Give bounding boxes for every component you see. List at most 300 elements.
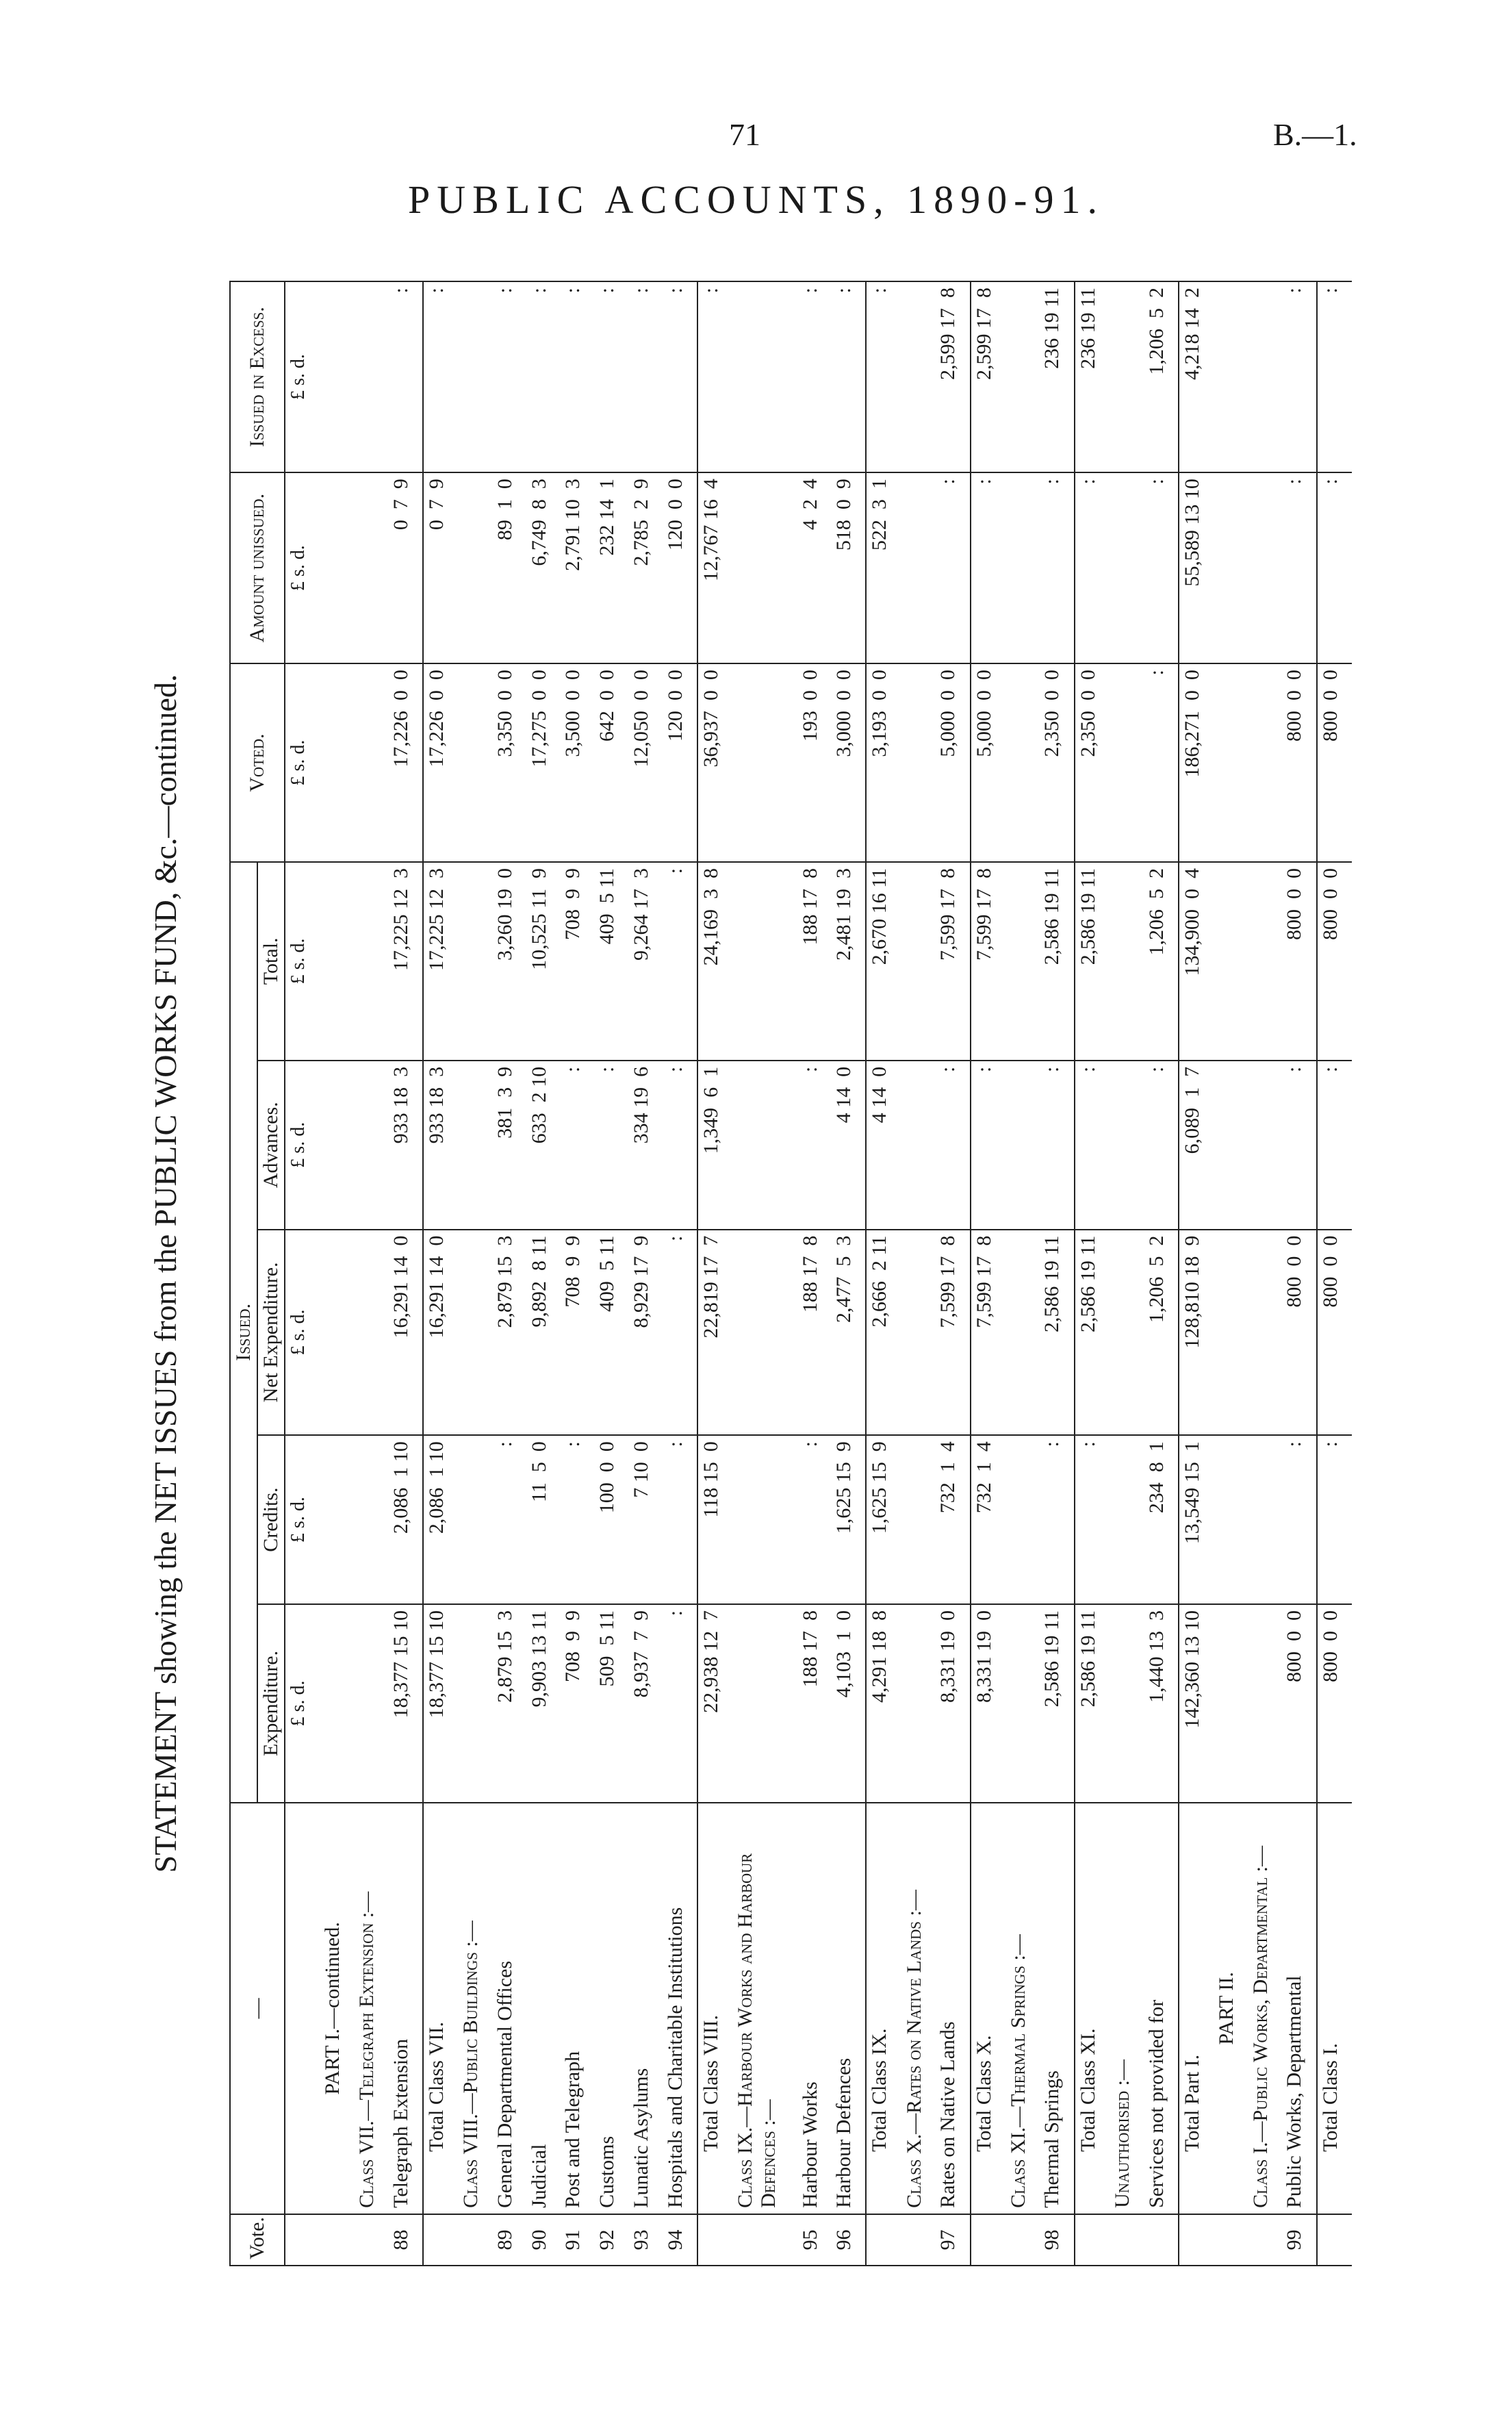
table-row: [458, 281, 492, 2266]
amount-cell: 708 9 9: [560, 1230, 594, 1436]
document-reference: B.—1.: [1273, 117, 1357, 152]
table-row: [1214, 281, 1248, 2266]
amount-cell: [1248, 1604, 1282, 1803]
amount-cell: :: [1039, 472, 1074, 663]
units-cell: £ s. d.: [285, 663, 320, 862]
amount-cell: :: [797, 1435, 832, 1604]
amount-cell: 134,900 0 4: [1179, 862, 1214, 1061]
table-row: [831, 281, 866, 2266]
amount-cell: [1214, 472, 1248, 663]
vote-cell: [354, 2214, 388, 2266]
amount-cell: 232 14 1: [594, 472, 628, 663]
amount-cell: :: [526, 281, 561, 472]
amount-cell: 933 18 3: [388, 1061, 423, 1230]
amount-cell: [1110, 862, 1144, 1061]
amount-cell: 633 2 10: [526, 1061, 561, 1230]
amount-cell: 4 14 0: [831, 1061, 866, 1230]
amount-cell: [901, 1230, 936, 1436]
amount-cell: :: [1317, 1061, 1352, 1230]
table-row: [320, 281, 354, 2266]
amount-cell: :: [1039, 1061, 1074, 1230]
description-cell: Hospitals and Charitable Institutions: [663, 1803, 697, 2214]
vote-cell: 95: [797, 2214, 832, 2266]
description-cell: Thermal Springs: [1039, 1803, 1074, 2214]
header-issued: Issued.: [230, 862, 257, 1803]
units-cell: £ s. d.: [285, 862, 320, 1061]
amount-cell: 142,360 13 10: [1179, 1604, 1214, 1803]
amount-cell: 8,929 17 9: [628, 1230, 663, 1436]
amount-cell: 17,226 0 0: [388, 663, 423, 862]
header-description: —: [230, 1803, 285, 2214]
description-cell: Class VIII.—Public Buildings :—: [458, 1803, 492, 2214]
amount-cell: 9,264 17 3: [628, 862, 663, 1061]
amount-cell: 518 0 9: [831, 472, 866, 663]
amount-cell: [1110, 1061, 1144, 1230]
amount-cell: [1214, 1230, 1248, 1436]
description-cell: Total Part I.: [1179, 1803, 1214, 2214]
page-number: 71: [729, 117, 760, 152]
amount-cell: 11 5 0: [526, 1435, 561, 1604]
description-cell: Total Class VIII.: [697, 1803, 732, 2214]
amount-cell: 1,206 5 2: [1144, 281, 1179, 472]
amount-cell: 800 0 0: [1317, 1230, 1352, 1436]
amount-cell: [320, 1230, 354, 1436]
amount-cell: 800 0 0: [1281, 862, 1316, 1061]
table-row: [1317, 281, 1352, 2266]
description-cell: Total Class X.: [971, 1803, 1005, 2214]
amount-cell: [1110, 1435, 1144, 1604]
table-row: [866, 281, 901, 2266]
vote-cell: [1110, 2214, 1144, 2266]
header-total: Total.: [257, 862, 285, 1061]
amount-cell: [354, 472, 388, 663]
amount-cell: [458, 1230, 492, 1436]
amount-cell: 188 17 8: [797, 862, 832, 1061]
units-cell: £ s. d.: [285, 281, 320, 472]
amount-cell: 2,477 5 3: [831, 1230, 866, 1436]
amount-cell: [732, 472, 797, 663]
amount-cell: :: [560, 281, 594, 472]
amount-cell: 6,749 8 3: [526, 472, 561, 663]
amount-cell: 2,086 1 10: [388, 1435, 423, 1604]
amount-cell: [320, 862, 354, 1061]
table-row: [628, 281, 663, 2266]
vote-cell: [1248, 2214, 1282, 2266]
table-row: [935, 281, 970, 2266]
amount-cell: 1,206 5 2: [1144, 1230, 1179, 1436]
amount-cell: 10,525 11 9: [526, 862, 561, 1061]
amount-cell: [320, 1604, 354, 1803]
amount-cell: 22,819 17 7: [697, 1230, 732, 1436]
amount-cell: [354, 1230, 388, 1436]
amount-cell: :: [492, 281, 526, 472]
table-row: [797, 281, 832, 2266]
description-cell: Class VII.—Telegraph Extension :—: [354, 1803, 388, 2214]
amount-cell: :: [594, 281, 628, 472]
description-cell: Lunatic Asylums: [628, 1803, 663, 2214]
units-cell: £ s. d.: [285, 1061, 320, 1230]
amount-cell: 55,589 13 10: [1179, 472, 1214, 663]
amount-cell: [320, 1435, 354, 1604]
vote-cell: [1144, 2214, 1179, 2266]
amount-cell: 12,767 16 4: [697, 472, 732, 663]
amount-cell: 17,225 12 3: [423, 862, 458, 1061]
amount-cell: [458, 862, 492, 1061]
vote-cell: 99: [1281, 2214, 1316, 2266]
vote-cell: [901, 2214, 936, 2266]
table-row: [1248, 281, 1282, 2266]
amount-cell: 334 19 6: [628, 1061, 663, 1230]
amount-cell: :: [1144, 472, 1179, 663]
table-row: [560, 281, 594, 2266]
amount-cell: 4 2 4: [797, 472, 832, 663]
amount-cell: 800 0 0: [1317, 1604, 1352, 1803]
amount-cell: [458, 1061, 492, 1230]
amount-cell: 120 0 0: [663, 663, 697, 862]
amount-cell: :: [797, 281, 832, 472]
amount-cell: 2,670 16 11: [866, 862, 901, 1061]
amount-cell: 409 5 11: [594, 862, 628, 1061]
vote-cell: [1005, 2214, 1040, 2266]
amount-cell: 16,291 14 0: [423, 1230, 458, 1436]
table-row: [663, 281, 697, 2266]
amount-cell: 8,937 7 9: [628, 1604, 663, 1803]
amount-cell: 7,599 17 8: [935, 1230, 970, 1436]
amount-cell: [1248, 281, 1282, 472]
amount-cell: 2,785 2 9: [628, 472, 663, 663]
amount-cell: [732, 1435, 797, 1604]
amount-cell: 708 9 9: [560, 862, 594, 1061]
amount-cell: :: [663, 1230, 697, 1436]
description-cell: Post and Telegraph: [560, 1803, 594, 2214]
amount-cell: [901, 1061, 936, 1230]
amount-cell: :: [1281, 1435, 1316, 1604]
table-row: [697, 281, 732, 2266]
vote-cell: [1179, 2214, 1214, 2266]
amount-cell: 800 0 0: [1317, 862, 1352, 1061]
amount-cell: 17,275 0 0: [526, 663, 561, 862]
amount-cell: 2,879 15 3: [492, 1230, 526, 1436]
table-row: [526, 281, 561, 2266]
description-cell: Total Class XI.: [1075, 1803, 1110, 2214]
amount-cell: [1248, 1230, 1282, 1436]
amount-cell: [732, 1061, 797, 1230]
table-row: [1281, 281, 1316, 2266]
amount-cell: 509 5 11: [594, 1604, 628, 1803]
table-row: [388, 281, 423, 2266]
amount-cell: :: [1281, 1061, 1316, 1230]
amount-cell: [901, 663, 936, 862]
statement-heading: STATEMENT showing the NET ISSUES from the PUBLIC WORKS FUND, &c.—continued.: [148, 674, 183, 1873]
vote-cell: [1075, 2214, 1110, 2266]
amount-cell: 2,481 19 3: [831, 862, 866, 1061]
amount-cell: :: [663, 862, 697, 1061]
amount-cell: 381 3 9: [492, 1061, 526, 1230]
amount-cell: :: [1075, 1061, 1110, 1230]
amount-cell: [1214, 1061, 1248, 1230]
description-cell: Unauthorised :—: [1110, 1803, 1144, 2214]
amount-cell: :: [1317, 472, 1352, 663]
description-cell: PART I.—continued.: [320, 1803, 354, 2214]
header-voted: Voted.: [230, 663, 285, 862]
amount-cell: [320, 1061, 354, 1230]
header-expenditure: Expenditure.: [257, 1604, 285, 1803]
vote-cell: 88: [388, 2214, 423, 2266]
amount-cell: :: [1075, 1435, 1110, 1604]
amount-cell: 118 15 0: [697, 1435, 732, 1604]
amount-cell: [458, 1604, 492, 1803]
amount-cell: :: [1317, 281, 1352, 472]
vote-cell: 91: [560, 2214, 594, 2266]
amount-cell: 522 3 1: [866, 472, 901, 663]
amount-cell: 800 0 0: [1317, 663, 1352, 862]
vote-cell: [1317, 2214, 1352, 2266]
amount-cell: :: [663, 281, 697, 472]
description-cell: Class X.—Rates on Native Lands :—: [901, 1803, 936, 2214]
description-cell: Telegraph Extension: [388, 1803, 423, 2214]
amount-cell: 13,549 15 1: [1179, 1435, 1214, 1604]
amount-cell: 3,260 19 0: [492, 862, 526, 1061]
amount-cell: :: [663, 1061, 697, 1230]
amount-cell: [1110, 281, 1144, 472]
amount-cell: [1248, 663, 1282, 862]
table-row: [1179, 281, 1214, 2266]
amount-cell: :: [594, 1061, 628, 1230]
amount-cell: :: [492, 1435, 526, 1604]
amount-cell: 8,331 19 0: [935, 1604, 970, 1803]
amount-cell: [354, 862, 388, 1061]
table-row: [1005, 281, 1040, 2266]
amount-cell: 186,271 0 0: [1179, 663, 1214, 862]
amount-cell: :: [663, 1435, 697, 1604]
amount-cell: 708 9 9: [560, 1604, 594, 1803]
amount-cell: 89 1 0: [492, 472, 526, 663]
amount-cell: [458, 663, 492, 862]
table-body: [285, 281, 1352, 2266]
description-cell: Harbour Defences: [831, 1803, 866, 2214]
description-cell: Class I.—Public Works, Departmental :—: [1248, 1803, 1282, 2214]
amount-cell: :: [971, 1061, 1005, 1230]
amount-cell: :: [831, 281, 866, 472]
vote-cell: [1214, 2214, 1248, 2266]
amount-cell: 7,599 17 8: [971, 862, 1005, 1061]
amount-cell: :: [797, 1061, 832, 1230]
vote-cell: [423, 2214, 458, 2266]
table-row: [423, 281, 458, 2266]
vote-cell: 90: [526, 2214, 561, 2266]
amount-cell: 800 0 0: [1281, 1604, 1316, 1803]
amount-cell: 120 0 0: [663, 472, 697, 663]
amount-cell: 3,000 0 0: [831, 663, 866, 862]
units-cell: £ s. d.: [285, 472, 320, 663]
amount-cell: 1,625 15 9: [866, 1435, 901, 1604]
amount-cell: [320, 472, 354, 663]
amount-cell: 8,331 19 0: [971, 1604, 1005, 1803]
amount-cell: 4,218 14 2: [1179, 281, 1214, 472]
amount-cell: [1005, 1435, 1040, 1604]
description-cell: Harbour Works: [797, 1803, 832, 2214]
rotated-statement: [147, 281, 1352, 2266]
amount-cell: [1214, 1604, 1248, 1803]
amount-cell: :: [1075, 472, 1110, 663]
amount-cell: :: [971, 472, 1005, 663]
vote-cell: [866, 2214, 901, 2266]
description-cell: Judicial: [526, 1803, 561, 2214]
amount-cell: 188 17 8: [797, 1230, 832, 1436]
amount-cell: [901, 1435, 936, 1604]
amount-cell: 0 7 9: [388, 472, 423, 663]
amount-cell: [732, 281, 797, 472]
amount-cell: :: [1039, 1435, 1074, 1604]
amount-cell: 4 14 0: [866, 1061, 901, 1230]
amount-cell: 7 10 0: [628, 1435, 663, 1604]
amount-cell: [1214, 862, 1248, 1061]
amount-cell: [458, 1435, 492, 1604]
amount-cell: 3,193 0 0: [866, 663, 901, 862]
amount-cell: [320, 281, 354, 472]
amount-cell: [458, 472, 492, 663]
vote-cell: [458, 2214, 492, 2266]
table-row: [732, 281, 797, 2266]
amount-cell: [732, 862, 797, 1061]
amount-cell: [354, 281, 388, 472]
amount-cell: 36,937 0 0: [697, 663, 732, 862]
amount-cell: 800 0 0: [1281, 1230, 1316, 1436]
amount-cell: 100 0 0: [594, 1435, 628, 1604]
table-row: [594, 281, 628, 2266]
description-cell: Class XI.—Thermal Springs :—: [1005, 1803, 1040, 2214]
amount-cell: [354, 1061, 388, 1230]
vote-cell: 93: [628, 2214, 663, 2266]
vote-cell: 94: [663, 2214, 697, 2266]
amount-cell: 9,903 13 11: [526, 1604, 561, 1803]
amount-cell: 3,500 0 0: [560, 663, 594, 862]
amount-cell: 4,291 18 8: [866, 1604, 901, 1803]
amount-cell: [732, 1230, 797, 1436]
description-cell: General Departmental Offices: [492, 1803, 526, 2214]
amount-cell: 9,892 8 11: [526, 1230, 561, 1436]
header-unissued: Amount unissued.: [230, 472, 285, 663]
amount-cell: 22,938 12 7: [697, 1604, 732, 1803]
amount-cell: [1110, 663, 1144, 862]
amount-cell: 4,103 1 0: [831, 1604, 866, 1803]
amount-cell: [1214, 1435, 1248, 1604]
vote-cell: [732, 2214, 797, 2266]
amount-cell: 2,350 0 0: [1039, 663, 1074, 862]
amount-cell: [354, 1604, 388, 1803]
amount-cell: [320, 663, 354, 862]
amount-cell: 3,350 0 0: [492, 663, 526, 862]
amount-cell: :: [560, 1061, 594, 1230]
amount-cell: 193 0 0: [797, 663, 832, 862]
amount-cell: [1005, 1230, 1040, 1436]
vote-cell: 92: [594, 2214, 628, 2266]
amount-cell: 933 18 3: [423, 1061, 458, 1230]
amount-cell: :: [388, 281, 423, 472]
vote-cell: 97: [935, 2214, 970, 2266]
amount-cell: 2,666 2 11: [866, 1230, 901, 1436]
description-cell: Services not provided for: [1144, 1803, 1179, 2214]
amount-cell: 1,625 15 9: [831, 1435, 866, 1604]
units-row: [285, 281, 320, 2266]
amount-cell: :: [935, 1061, 970, 1230]
amount-cell: 642 0 0: [594, 663, 628, 862]
units-cell: £ s. d.: [285, 1435, 320, 1604]
vote-cell: 96: [831, 2214, 866, 2266]
amount-cell: [1005, 281, 1040, 472]
amount-cell: :: [663, 1604, 697, 1803]
description-cell: Public Works, Departmental: [1281, 1803, 1316, 2214]
amount-cell: :: [1144, 1061, 1179, 1230]
amount-cell: 24,169 3 8: [697, 862, 732, 1061]
table-row: [1039, 281, 1074, 2266]
amount-cell: 2,350 0 0: [1075, 663, 1110, 862]
amount-cell: 732 1 4: [935, 1435, 970, 1604]
amount-cell: :: [866, 281, 901, 472]
amount-cell: 1,349 6 1: [697, 1061, 732, 1230]
amount-cell: [901, 281, 936, 472]
amount-cell: :: [1281, 281, 1316, 472]
header-vote: Vote.: [230, 2214, 285, 2266]
amount-cell: 1,206 5 2: [1144, 862, 1179, 1061]
table-row: [971, 281, 1005, 2266]
amount-cell: 16,291 14 0: [388, 1230, 423, 1436]
amount-cell: 2,086 1 10: [423, 1435, 458, 1604]
amount-cell: [1110, 1604, 1144, 1803]
amount-cell: :: [935, 472, 970, 663]
amount-cell: 128,810 18 9: [1179, 1230, 1214, 1436]
amount-cell: [1248, 862, 1282, 1061]
amount-cell: [1005, 472, 1040, 663]
amount-cell: [732, 663, 797, 862]
amount-cell: 18,377 15 10: [423, 1604, 458, 1803]
amount-cell: 2,599 17 8: [971, 281, 1005, 472]
amount-cell: [354, 663, 388, 862]
amount-cell: 2,586 19 11: [1075, 862, 1110, 1061]
table-row: [354, 281, 388, 2266]
vote-cell: [320, 2214, 354, 2266]
amount-cell: 2,586 19 11: [1039, 1230, 1074, 1436]
vote-cell: 98: [1039, 2214, 1074, 2266]
table-row: [492, 281, 526, 2266]
amount-cell: :: [560, 1435, 594, 1604]
amount-cell: 18,377 15 10: [388, 1604, 423, 1803]
amount-cell: 1,440 13 3: [1144, 1604, 1179, 1803]
description-cell: Total Class VII.: [423, 1803, 458, 2214]
amount-cell: 2,599 17 8: [935, 281, 970, 472]
amount-cell: [1214, 663, 1248, 862]
description-cell: Total Class I.: [1317, 1803, 1352, 2214]
amount-cell: [1248, 472, 1282, 663]
amount-cell: 17,225 12 3: [388, 862, 423, 1061]
amount-cell: 2,586 19 11: [1039, 1604, 1074, 1803]
vote-cell: 89: [492, 2214, 526, 2266]
table-row: [901, 281, 936, 2266]
amount-cell: [901, 472, 936, 663]
description-cell: Customs: [594, 1803, 628, 2214]
table-row: [1144, 281, 1179, 2266]
amount-cell: [354, 1435, 388, 1604]
amount-cell: :: [628, 281, 663, 472]
amount-cell: 236 19 11: [1039, 281, 1074, 472]
amount-cell: 7,599 17 8: [935, 862, 970, 1061]
units-cell: £ s. d.: [285, 1230, 320, 1436]
description-cell: Rates on Native Lands: [935, 1803, 970, 2214]
amount-cell: :: [1144, 663, 1179, 862]
amount-cell: [1110, 1230, 1144, 1436]
amount-cell: 7,599 17 8: [971, 1230, 1005, 1436]
amount-cell: 732 1 4: [971, 1435, 1005, 1604]
